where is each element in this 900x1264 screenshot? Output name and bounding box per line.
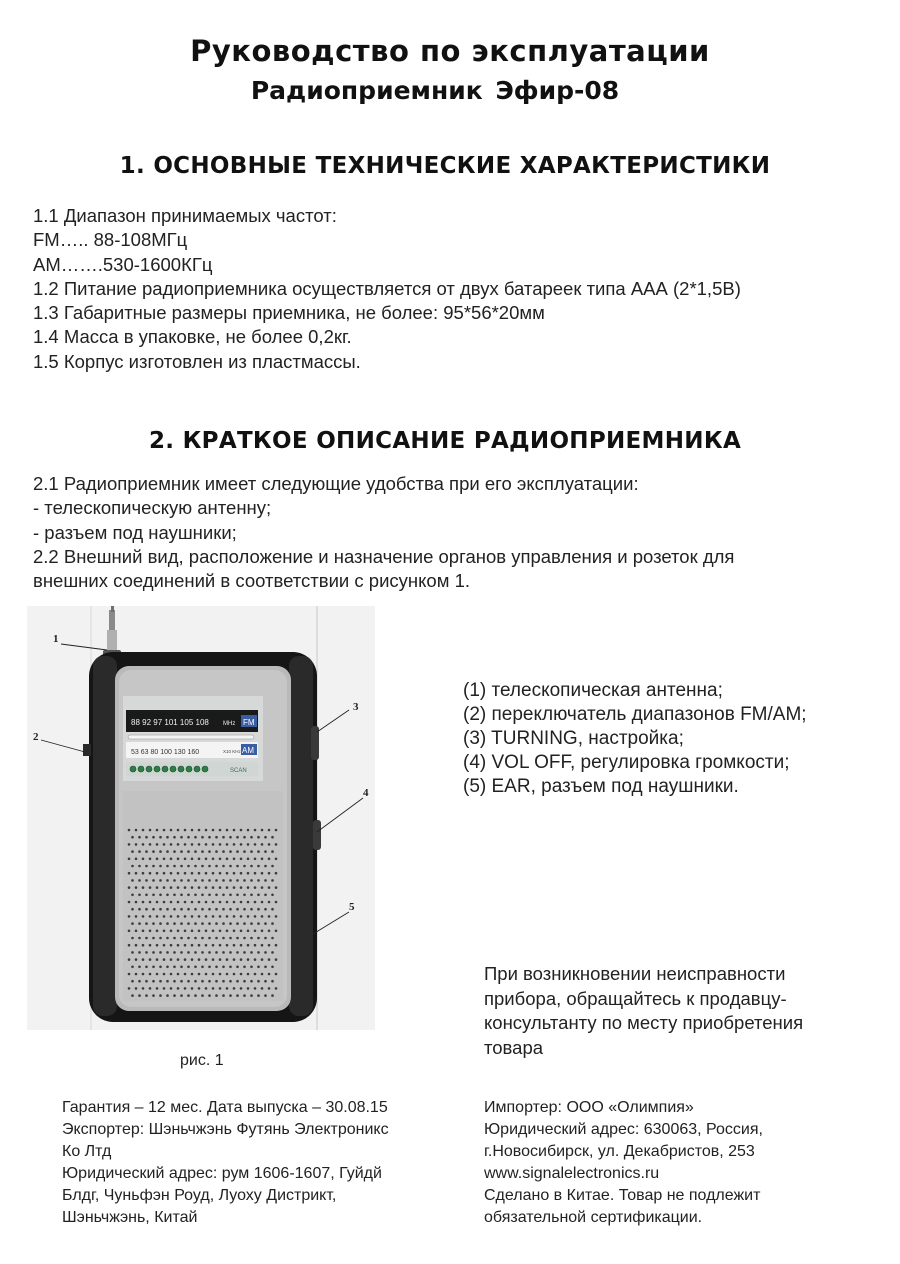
description-line: - разъем под наушники;	[33, 521, 237, 543]
service-note-line: товара	[484, 1036, 544, 1058]
footer-line: г.Новосибирск, ул. Декабристов, 253	[484, 1143, 755, 1160]
footer-line: Гарантия – 12 мес. Дата выпуска – 30.08.15	[62, 1099, 388, 1116]
legend-item: (1) телескопическая антенна;	[463, 680, 723, 701]
spec-line: 1.5 Корпус изготовлен из пластмассы.	[33, 350, 361, 372]
figure-caption: рис. 1	[180, 1052, 224, 1069]
footer-line: Ко Лтд	[62, 1143, 112, 1160]
spec-line: 1.3 Габаритные размеры приемника, не более: 95*56*20мм	[33, 302, 545, 324]
section2-heading: 2. КРАТКОЕ ОПИСАНИЕ РАДИОПРИЕМНИКА	[148, 428, 742, 454]
section2-body	[33, 472, 734, 593]
footer-line: Импортер: ООО «Олимпия»	[484, 1099, 694, 1116]
website-text: www.signalelectronics.ru	[484, 1165, 660, 1182]
footer-line: Экспортер: Шэньчжэнь Футянь Электроникс	[62, 1121, 389, 1138]
volume-knob	[313, 820, 321, 850]
legend-item: (2) переключатель диапазонов FM/AM;	[463, 704, 807, 725]
exporter-info	[62, 1097, 389, 1229]
document-title: Руководство по эксплуатации	[190, 34, 710, 68]
footer-line: Шэньчжэнь, Китай	[62, 1209, 198, 1226]
spec-line: AM…….530-1600КГц	[33, 253, 213, 275]
fm-unit-label: MHz	[223, 721, 236, 727]
service-note	[484, 962, 803, 1060]
description-line: внешних соединений в соответствии с рисунком 1.	[33, 570, 470, 592]
legend-item: (5) EAR, разъем под наушники.	[463, 776, 739, 797]
section1-heading: 1. ОСНОВНЫЕ ТЕХНИЧЕСКИЕ ХАРАКТЕРИСТИКИ	[119, 153, 771, 179]
service-note-line: При возникновении неисправности	[484, 963, 786, 984]
footer-line: Блдг, Чуньфэн Роуд, Луоху Дистрикт,	[62, 1187, 337, 1204]
am-unit-label: X10 KHz	[223, 749, 241, 754]
service-note-line: консультанту по месту приобретения	[484, 1012, 804, 1033]
tuning-dial-bar	[128, 735, 254, 739]
footer-line: Юридический адрес: рум 1606-1607, Гуйдй	[62, 1165, 382, 1182]
callout-3: 3	[353, 701, 359, 713]
fm-band-label: FM	[243, 718, 255, 727]
footer-line: Юридический адрес: 630063, Россия,	[484, 1121, 763, 1138]
legend-item: (3) TURNING, настройка;	[463, 728, 684, 749]
spec-line: 1.2 Питание радиоприемника осуществляется от двух батареек типа ААА (2*1,5В)	[33, 277, 741, 299]
callout-1: 1	[53, 633, 59, 645]
fm-scale-label: 88 92 97 101 105 108	[131, 718, 209, 727]
scan-label: SCAN	[230, 768, 247, 774]
am-band-label: AM	[242, 746, 254, 755]
importer-info	[484, 1097, 763, 1229]
radio-illustration	[27, 606, 375, 1030]
section1-body	[33, 204, 741, 374]
callout-2: 2	[33, 731, 39, 743]
footer-line: Сделано в Китае. Товар не подлежит	[484, 1187, 761, 1204]
spec-line: FM….. 88-108МГц	[33, 229, 188, 251]
band-switch	[83, 744, 91, 756]
description-line: - телескопическую антенну;	[33, 497, 272, 519]
legend-item: (4) VOL OFF, регулировка громкости;	[463, 752, 790, 773]
callout-5: 5	[349, 901, 355, 913]
description-line: 2.2 Внешний вид, расположение и назначение органов управления и розеток для	[33, 545, 735, 567]
spec-line: 1.4 Масса в упаковке, не более 0,2кг.	[33, 326, 352, 348]
footer-line: обязательной сертификации.	[484, 1209, 703, 1226]
spec-line: 1.1 Диапазон принимаемых частот:	[33, 205, 337, 226]
radio-figure	[27, 606, 375, 1030]
am-scale-label: 53 63 80 100 130 160	[131, 749, 200, 756]
document-subtitle: Радиоприемник Эфир-08	[250, 76, 620, 105]
callout-4: 4	[363, 787, 369, 799]
control-legend	[463, 679, 807, 799]
service-note-line: прибора, обращайтесь к продавцу-	[484, 987, 787, 1009]
description-line: 2.1 Радиоприемник имеет следующие удобства при его эксплуатации:	[33, 473, 639, 494]
